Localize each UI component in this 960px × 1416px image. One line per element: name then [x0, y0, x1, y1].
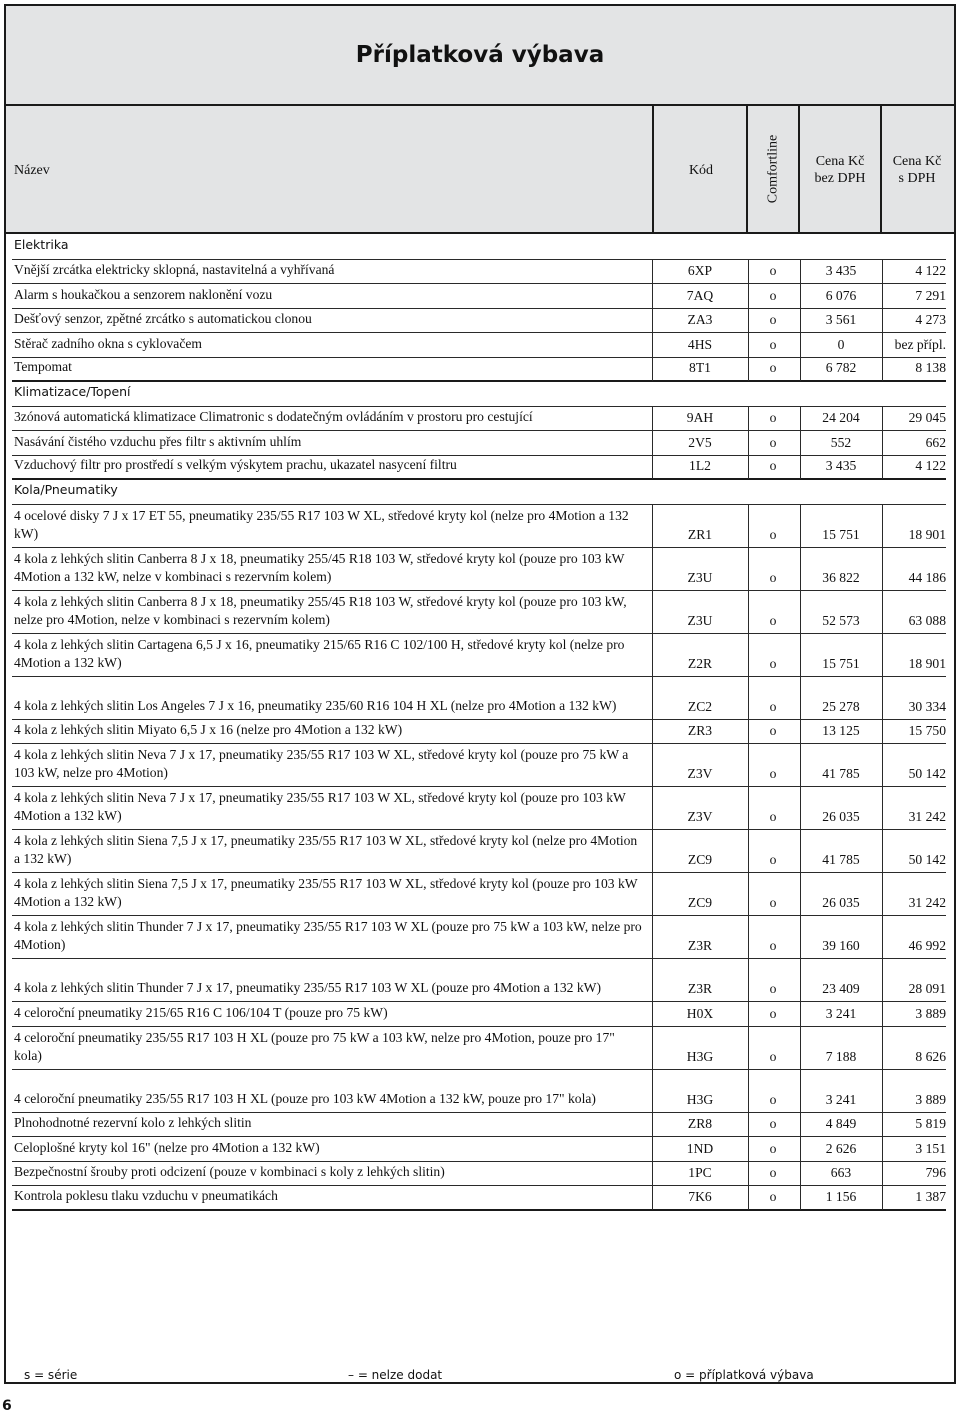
price-net-line-2: bez DPH	[814, 171, 866, 186]
cell-divider	[652, 959, 653, 1002]
cell-divider	[800, 1070, 801, 1113]
cell-divider	[748, 744, 749, 787]
cell-divider	[800, 548, 801, 591]
cell-divider	[748, 284, 749, 309]
item-price-gross: 4 122	[915, 458, 946, 473]
cell-divider	[882, 284, 883, 309]
table-row	[12, 720, 946, 745]
cell-divider	[652, 1186, 653, 1210]
page-number: 6	[2, 1398, 12, 1414]
cell-divider	[800, 1186, 801, 1210]
cell-divider	[882, 309, 883, 334]
cell-divider	[652, 830, 653, 873]
equipment-table	[12, 235, 946, 1211]
table-row	[12, 1162, 946, 1187]
item-price-net: 23 409	[822, 981, 860, 996]
cell-divider	[652, 505, 653, 548]
cell-divider	[882, 591, 883, 634]
item-name: 4 ocelové disky 7 J x 17 ET 55, pneumatiky 235/55 R17 103 W XL, středové kryty kol (nelze pro 4Motion a 132 kW)	[14, 507, 629, 541]
item-code: ZR8	[687, 1116, 713, 1131]
cell-divider	[652, 548, 653, 591]
item-availability: o	[769, 698, 777, 714]
legend	[6, 1368, 954, 1384]
item-code: 2V5	[688, 434, 712, 450]
item-price-gross: 50 142	[908, 766, 946, 781]
item-price-gross: 4 122	[915, 263, 946, 278]
item-name: Kontrola poklesu tlaku vzduchu v pneumatikách	[14, 1187, 278, 1203]
item-price-gross: 63 088	[908, 612, 946, 628]
cell-divider	[882, 407, 883, 432]
item-name: 4 kola z lehkých slitin Thunder 7 J x 17, pneumatiky 235/55 R17 103 W XL (pouze pro 4Motion a 132 kW)	[14, 980, 601, 995]
item-code: 1ND	[686, 1140, 714, 1156]
cell-divider	[800, 744, 801, 787]
cell-divider	[748, 260, 749, 285]
item-code: H0X	[686, 1005, 714, 1021]
cell-divider	[748, 358, 749, 382]
item-availability: o	[769, 263, 777, 278]
legend-optional: o = příplatková výbava	[674, 1368, 814, 1382]
item-name: Vnější zrcátka elektricky sklopná, nastavitelná a vyhřívaná	[14, 262, 335, 277]
cell-divider	[748, 1027, 749, 1070]
cell-divider	[748, 1002, 749, 1027]
cell-divider	[800, 260, 801, 285]
table-row	[12, 873, 946, 916]
cell-divider	[748, 505, 749, 548]
item-price-net: 13 125	[822, 723, 860, 738]
item-price-gross: 3 889	[915, 1005, 946, 1021]
cell-divider	[800, 358, 801, 382]
column-header-trim	[748, 106, 798, 232]
cell-divider	[652, 260, 653, 285]
item-availability: o	[769, 1048, 777, 1064]
item-price-net: 663	[830, 1165, 852, 1180]
item-price-gross: 28 091	[908, 981, 946, 996]
cell-divider	[748, 1070, 749, 1113]
item-price-gross: 796	[925, 1165, 946, 1180]
item-code: 7AQ	[686, 287, 714, 303]
cell-divider	[748, 591, 749, 634]
item-price-net: 7 188	[825, 1048, 857, 1064]
item-availability: o	[769, 1140, 777, 1156]
item-code: Z3U	[687, 569, 713, 585]
cell-divider	[748, 959, 749, 1002]
column-header-price-gross	[882, 153, 952, 187]
table-row	[12, 1113, 946, 1138]
item-availability: o	[769, 1005, 777, 1021]
item-price-net: 26 035	[822, 809, 860, 824]
cell-divider	[882, 431, 883, 456]
item-price-gross: 18 901	[908, 526, 946, 542]
item-availability: o	[769, 336, 777, 352]
item-price-net: 36 822	[822, 569, 860, 585]
table-row	[12, 830, 946, 873]
item-price-net: 6 076	[825, 287, 857, 303]
item-code: 6XP	[687, 263, 713, 278]
item-price-net: 3 241	[825, 1091, 857, 1107]
price-sheet	[4, 4, 956, 1384]
cell-divider	[882, 260, 883, 285]
item-price-net: 3 435	[825, 458, 857, 473]
cell-divider	[652, 456, 653, 480]
item-code: ZR3	[687, 723, 713, 738]
table-row	[12, 744, 946, 787]
item-price-net: 3 435	[825, 263, 857, 278]
table-row	[12, 358, 946, 383]
item-price-gross: 8 138	[915, 360, 946, 375]
table-row	[12, 634, 946, 677]
item-name: 4 celoroční pneumatiky 235/55 R17 103 H XL (pouze pro 75 kW a 103 kW, nelze pro 4Motion, pouze pro 17" kola)	[14, 1029, 615, 1063]
table-row	[12, 284, 946, 309]
cell-divider	[652, 1070, 653, 1113]
item-price-net: 41 785	[822, 766, 860, 781]
item-availability: o	[769, 360, 777, 375]
item-name: 4 celoroční pneumatiky 235/55 R17 103 H XL (pouze pro 103 kW 4Motion a 132 kW, pouze pro 17" kola)	[14, 1090, 596, 1106]
item-name: 4 kola z lehkých slitin Miyato 6,5 J x 16 (nelze pro 4Motion a 132 kW)	[14, 722, 403, 737]
item-price-gross: 18 901	[908, 655, 946, 671]
item-availability: o	[769, 1116, 777, 1131]
cell-divider	[882, 1162, 883, 1187]
item-code: ZC9	[687, 895, 713, 910]
cell-divider	[652, 591, 653, 634]
item-price-gross: 30 334	[908, 698, 946, 714]
item-code: 8T1	[689, 360, 711, 375]
item-name: 4 kola z lehkých slitin Siena 7,5 J x 17, pneumatiky 235/55 R17 103 W XL, středové kryty kol (pouze pro 103 kW 4Motion a 132 kW)	[14, 876, 638, 909]
item-price-gross: 31 242	[908, 809, 946, 824]
cell-divider	[800, 333, 801, 358]
item-availability: o	[769, 981, 777, 996]
item-price-gross: 5 819	[915, 1116, 946, 1131]
item-price-gross: 3 889	[915, 1091, 946, 1107]
cell-divider	[748, 1137, 749, 1162]
item-price-gross: 4 273	[915, 312, 946, 327]
item-code: ZR1	[687, 526, 713, 542]
cell-divider	[882, 959, 883, 1002]
cell-divider	[652, 916, 653, 959]
cell-divider	[800, 456, 801, 480]
cell-divider	[652, 1027, 653, 1070]
table-row	[12, 787, 946, 830]
cell-divider	[652, 284, 653, 309]
cell-divider	[652, 677, 653, 720]
cell-divider	[800, 591, 801, 634]
item-name: 4 kola z lehkých slitin Siena 7,5 J x 17, pneumatiky 235/55 R17 103 W XL, středové kryty kol (nelze pro 4Motion a 132 kW)	[14, 833, 638, 866]
section-header	[12, 480, 946, 505]
item-price-net: 26 035	[822, 895, 860, 910]
item-availability: o	[769, 612, 777, 628]
item-name: Nasávání čistého vzduchu přes filtr s aktivním uhlím	[14, 433, 302, 449]
item-price-gross: 50 142	[908, 852, 946, 867]
item-code: Z3V	[687, 766, 713, 781]
item-name: Celoplošné kryty kol 16" (nelze pro 4Motion a 132 kW)	[14, 1139, 320, 1155]
item-price-net: 0	[837, 336, 845, 352]
price-gross-line-1: Cena Kč	[892, 154, 942, 169]
item-price-gross: 3 151	[915, 1140, 946, 1156]
item-name: Stěrač zadního okna s cyklovačem	[14, 335, 202, 351]
cell-divider	[748, 1186, 749, 1210]
item-code: 9AH	[686, 410, 714, 425]
item-name: 3zónová automatická klimatizace Climatronic s dodatečným ovládáním v prostoru pro cestující	[14, 409, 533, 424]
table-row	[12, 505, 946, 548]
cell-divider	[652, 309, 653, 334]
table-row	[12, 260, 946, 285]
cell-divider	[652, 1113, 653, 1138]
table-header	[6, 106, 954, 234]
item-price-gross: 662	[925, 434, 946, 450]
table-row	[12, 1027, 946, 1070]
cell-divider	[800, 407, 801, 432]
table-row	[12, 431, 946, 456]
cell-divider	[652, 1002, 653, 1027]
item-code: ZC9	[687, 852, 713, 867]
item-name: 4 kola z lehkých slitin Cartagena 6,5 J x 16, pneumatiky 215/65 R16 C 102/100 H, středové kryty kol (nelze pro 4Motion a 132 kW)	[14, 636, 625, 670]
cell-divider	[882, 830, 883, 873]
table-row	[12, 407, 946, 432]
cell-divider	[800, 1002, 801, 1027]
cell-divider	[652, 744, 653, 787]
item-code: ZC2	[687, 698, 713, 714]
item-availability: o	[769, 312, 777, 327]
table-row	[12, 1070, 946, 1113]
item-availability: o	[769, 1188, 777, 1204]
table-row	[12, 677, 946, 720]
cell-divider	[882, 787, 883, 830]
cell-divider	[748, 677, 749, 720]
column-header-name: Název	[14, 163, 50, 178]
column-header-price-net	[800, 153, 880, 187]
cell-divider	[800, 677, 801, 720]
item-price-gross: 31 242	[908, 895, 946, 910]
cell-divider	[800, 720, 801, 745]
item-code: Z3U	[687, 612, 713, 628]
item-availability: o	[769, 938, 777, 953]
item-name: 4 kola z lehkých slitin Neva 7 J x 17, pneumatiky 235/55 R17 103 W XL, středové kryty kol (pouze pro 75 kW a 103 kW, nelze pro 4Motion)	[14, 747, 629, 780]
cell-divider	[882, 634, 883, 677]
item-name: 4 kola z lehkých slitin Los Angeles 7 J x 16, pneumatiky 235/60 R16 104 H XL (nelze pro 4Motion a 132 kW)	[14, 697, 617, 713]
table-row	[12, 333, 946, 358]
item-availability: o	[769, 809, 777, 824]
cell-divider	[800, 284, 801, 309]
item-price-net: 1 156	[825, 1188, 857, 1204]
item-price-net: 3 241	[825, 1005, 857, 1021]
item-name: Vzduchový filtr pro prostředí s velkým výskytem prachu, ukazatel nasycení filtru	[14, 457, 457, 472]
item-name: 4 kola z lehkých slitin Canberra 8 J x 18, pneumatiky 255/45 R18 103 W, středové kryty kol (pouze pro 103 kW 4Motion a 132 kW, nelze v kombinaci s rezervním kolem)	[14, 550, 625, 584]
item-price-net: 41 785	[822, 852, 860, 867]
item-name: Dešťový senzor, zpětné zrcátko s automatickou clonou	[14, 311, 312, 326]
item-availability: o	[769, 852, 777, 867]
item-availability: o	[769, 287, 777, 303]
cell-divider	[748, 720, 749, 745]
item-availability: o	[769, 655, 777, 671]
item-price-gross: 44 186	[908, 569, 946, 585]
cell-divider	[882, 916, 883, 959]
item-availability: o	[769, 1091, 777, 1107]
cell-divider	[748, 1113, 749, 1138]
item-availability: o	[769, 723, 777, 738]
cell-divider	[800, 309, 801, 334]
cell-divider	[748, 873, 749, 916]
cell-divider	[882, 677, 883, 720]
cell-divider	[748, 830, 749, 873]
item-price-net: 25 278	[822, 698, 860, 714]
item-availability: o	[769, 410, 777, 425]
cell-divider	[800, 1027, 801, 1070]
cell-divider	[748, 916, 749, 959]
cell-divider	[882, 1186, 883, 1210]
item-price-net: 39 160	[822, 938, 860, 953]
item-availability: o	[769, 1165, 777, 1180]
cell-divider	[652, 407, 653, 432]
cell-divider	[882, 720, 883, 745]
cell-divider	[882, 548, 883, 591]
item-code: Z2R	[687, 655, 713, 671]
item-price-gross: bez přípl.	[894, 336, 946, 352]
item-price-net: 3 561	[825, 312, 857, 327]
cell-divider	[800, 1137, 801, 1162]
cell-divider	[652, 431, 653, 456]
cell-divider	[652, 1162, 653, 1187]
table-row	[12, 456, 946, 481]
item-name: Bezpečnostní šrouby proti odcizení (pouze v kombinaci s koly z lehkých slitin)	[14, 1164, 445, 1179]
cell-divider	[882, 873, 883, 916]
item-availability: o	[769, 895, 777, 910]
item-price-net: 6 782	[825, 360, 857, 375]
item-price-gross: 7 291	[915, 287, 946, 303]
cell-divider	[800, 787, 801, 830]
item-code: Z3R	[687, 938, 713, 953]
page-title: Příplatková výbava	[355, 42, 605, 68]
item-price-gross: 46 992	[908, 938, 946, 953]
legend-not-available: – = nelze dodat	[348, 1368, 443, 1382]
price-net-line-1: Cena Kč	[815, 154, 865, 169]
table-row	[12, 309, 946, 334]
item-name: Plnohodnotné rezervní kolo z lehkých slitin	[14, 1115, 252, 1130]
legend-standard: s = série	[24, 1368, 78, 1382]
cell-divider	[800, 916, 801, 959]
cell-divider	[882, 1070, 883, 1113]
price-gross-line-2: s DPH	[898, 171, 936, 186]
item-availability: o	[769, 434, 777, 450]
item-code: H3G	[686, 1091, 714, 1107]
item-name: 4 kola z lehkých slitin Canberra 8 J x 18, pneumatiky 255/45 R18 103 W, středové kryty kol (pouze pro 103 kW, nelze pro 4Motion, nelze v kombinaci s rezervním kolem)	[14, 593, 627, 627]
cell-divider	[652, 634, 653, 677]
item-price-gross: 29 045	[908, 410, 946, 425]
item-price-net: 24 204	[822, 410, 860, 425]
cell-divider	[882, 333, 883, 358]
item-code: ZA3	[687, 312, 713, 327]
cell-divider	[800, 634, 801, 677]
cell-divider	[882, 1113, 883, 1138]
cell-divider	[748, 456, 749, 480]
table-row	[12, 548, 946, 591]
cell-divider	[882, 505, 883, 548]
item-price-net: 4 849	[825, 1116, 857, 1131]
item-code: Z3R	[687, 981, 713, 996]
item-availability: o	[769, 766, 777, 781]
item-name: Alarm s houkačkou a senzorem naklonění vozu	[14, 286, 273, 302]
cell-divider	[800, 1113, 801, 1138]
cell-divider	[800, 873, 801, 916]
cell-divider	[882, 1002, 883, 1027]
item-code: 1PC	[688, 1165, 712, 1180]
section-title: Elektrika	[14, 236, 69, 252]
item-code: Z3V	[687, 809, 713, 824]
cell-divider	[882, 358, 883, 382]
cell-divider	[748, 634, 749, 677]
item-price-net: 15 751	[822, 655, 860, 671]
item-price-net: 15 751	[822, 526, 860, 542]
cell-divider	[800, 505, 801, 548]
item-name: 4 kola z lehkých slitin Neva 7 J x 17, pneumatiky 235/55 R17 103 W XL, středové kryty kol (pouze pro 103 kW 4Motion a 132 kW)	[14, 790, 626, 823]
cell-divider	[800, 959, 801, 1002]
cell-divider	[652, 787, 653, 830]
trim-label: Comfortline	[765, 134, 781, 204]
item-price-net: 52 573	[822, 612, 860, 628]
cell-divider	[800, 431, 801, 456]
section-title: Kola/Pneumatiky	[14, 481, 118, 497]
section-title: Klimatizace/Topení	[14, 383, 131, 399]
table-row	[12, 1137, 946, 1162]
table-row	[12, 959, 946, 1002]
item-code: 4HS	[687, 336, 713, 352]
table-row	[12, 591, 946, 634]
item-code: 1L2	[689, 458, 711, 473]
section-header	[12, 382, 946, 407]
item-price-gross: 8 626	[915, 1048, 946, 1064]
item-availability: o	[769, 458, 777, 473]
cell-divider	[800, 1162, 801, 1187]
cell-divider	[748, 407, 749, 432]
cell-divider	[652, 358, 653, 382]
cell-divider	[800, 830, 801, 873]
item-price-net: 552	[830, 434, 852, 450]
cell-divider	[882, 456, 883, 480]
cell-divider	[882, 1137, 883, 1162]
item-availability: o	[769, 526, 777, 542]
cell-divider	[652, 873, 653, 916]
column-header-code: Kód	[688, 163, 714, 178]
item-name: 4 celoroční pneumatiky 215/65 R16 C 106/104 T (pouze pro 75 kW)	[14, 1004, 388, 1020]
section-header	[12, 235, 946, 260]
cell-divider	[748, 333, 749, 358]
table-row	[12, 1186, 946, 1211]
item-code: 7K6	[688, 1188, 712, 1204]
cell-divider	[882, 1027, 883, 1070]
item-price-gross: 1 387	[915, 1188, 946, 1204]
cell-divider	[748, 548, 749, 591]
item-availability: o	[769, 569, 777, 585]
cell-divider	[748, 431, 749, 456]
table-row	[12, 916, 946, 959]
table-row	[12, 1002, 946, 1027]
cell-divider	[652, 720, 653, 745]
item-price-net: 2 626	[825, 1140, 857, 1156]
item-name: 4 kola z lehkých slitin Thunder 7 J x 17, pneumatiky 235/55 R17 103 W XL (pouze pro 75 kW a 103 kW, nelze pro 4Motion)	[14, 919, 642, 952]
title-band	[6, 6, 954, 106]
item-price-gross: 15 750	[908, 723, 946, 738]
cell-divider	[748, 1162, 749, 1187]
item-name: Tempomat	[14, 359, 72, 374]
cell-divider	[652, 333, 653, 358]
cell-divider	[882, 744, 883, 787]
item-code: H3G	[686, 1048, 714, 1064]
cell-divider	[748, 787, 749, 830]
cell-divider	[652, 1137, 653, 1162]
cell-divider	[748, 309, 749, 334]
